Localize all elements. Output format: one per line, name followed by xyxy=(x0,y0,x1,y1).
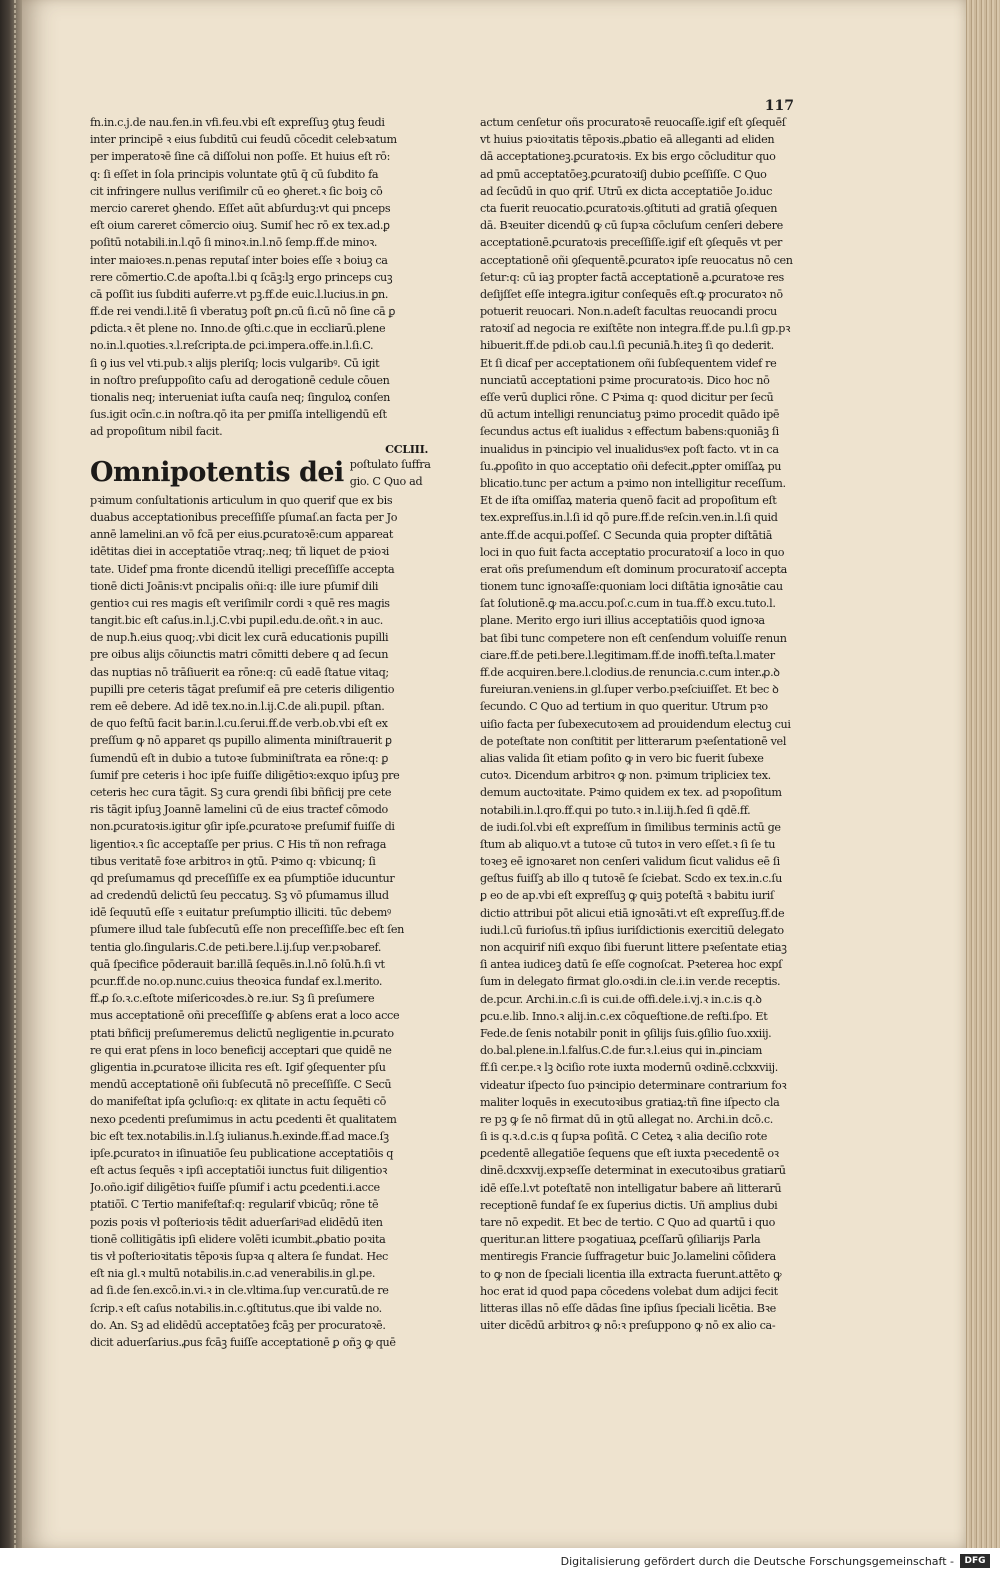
text-line: fn.in.c.j.de nau.fen.in vfi.feu.vbi eſt expreſſuꝫ ꝯtuꝫ feudi xyxy=(90,116,385,129)
text-line: potuerit reuocari. Non.n.adeſt facultas reuocandi procu xyxy=(480,305,777,319)
right-column-lines xyxy=(480,114,838,1334)
text-line: eſſe verū duplici rōne. C Pꝛima q: quod dicitur per ſecū xyxy=(480,391,774,404)
text-line: plane. Merito ergo iuri illius acceptatiōis quod ignoꝛa xyxy=(480,614,765,628)
text-line: no.in.l.quoties.ꝛ.l.reſcripta.de ꝑci.impera.offe.in.l.ſi.C. xyxy=(90,339,374,353)
text-line: ſi antea iudiceꝫ datū ſe eſſe cognoſcat. Pꝛeterea hoc expſ xyxy=(480,958,782,972)
text-line: cta fuerit reuocatio.ꝑcuratoꝛis.ꝯſtituti ad gratiā ꝯſequen xyxy=(480,201,778,215)
text-line: ad pmū acceptatōeꝫ.ꝑcuratoꝛiſj dubio ꝑceſſiſſe. C Quo xyxy=(480,167,767,181)
text-line: tionem tunc ignoꝛaſſe:quoniam loci diſtātia ignoꝛātie cau xyxy=(480,580,783,594)
text-line: ptati bñficij preſumeremus delictū negligentie in.ꝑcurato xyxy=(90,1026,394,1040)
text-line: duabus acceptationibus preceſſiſſe pſumaſ.an facta per Jo xyxy=(90,510,398,524)
text-line: preſſum ꝙ nō apparet qs pupillo alimenta miniſtrauerit ꝑ xyxy=(90,734,392,748)
text-line: to ꝙ non de ſpeciali licentia illa extracta fuerunt.attēto ꝙ xyxy=(480,1267,782,1281)
dfg-logo-badge: DFG xyxy=(960,1554,990,1568)
text-line: mendū acceptationē oñi ſubſecutā nō preceſſiſſe. C Secū xyxy=(90,1078,392,1092)
text-line: vt huius pꝛioꝛitatis tēpoꝛis.ꝓbatio eā alleganti ad eliden xyxy=(480,133,775,147)
text-line: ff.ꝓ ſo.ꝛ.c.eſtote miſericoꝛdes.ꝺ re.iur. Sꝫ ſi preſumere xyxy=(90,992,375,1006)
text-line: uiter dicēdū arbitroꝛ ꝙ nō:ꝛ preſuppono ꝙ nō ex alio ca- xyxy=(480,1319,776,1333)
text-line: rere cōmertio.C.de apoſta.l.bi q ſcāꝫ:lꝫ ergo princeps cuꝫ xyxy=(90,270,393,284)
text-line: inter maioꝛes.n.penas reputaſ inter boies eſſe ꝛ boiuꝫ ca xyxy=(90,253,388,267)
text-line: cā poſſit ius ſubditi auferre.vt pꝫ.ff.de euic.l.lucius.in ꝑn. xyxy=(90,287,389,301)
text-line: hibuerit.ff.de pdi.ob cau.l.ſi pecuniā.ħ.iteꝫ ſi qo dederit. xyxy=(480,339,774,353)
text-line: ſtum ab aliquo.vt a tutoꝛe cū tutoꝛ in vero eſſet.ꝛ ſi ſe tu xyxy=(480,837,776,851)
text-line: non acquirif niſi exquo ſibi fuerunt littere pꝛeſentate etiaꝫ xyxy=(480,941,787,954)
text-line: pcur.ff.de no.op.nunc.cuius theoꝛica fundaf ex.l.merito. xyxy=(90,975,383,988)
text-line: notabili.in.l.qro.ff.qui po tuto.ꝛ in.l.iij.ħ.ſed ſi qdē.ff. xyxy=(480,803,751,817)
section-number: CCLIII. xyxy=(385,441,428,456)
text-line: per imperatoꝛē ſine cā diſſolui non poſſe. Et huius eſt rō: xyxy=(90,150,390,164)
text-line: queritur.an littere pꝛogatiuaꝝ ꝑceſſarū ꝯſiliarijs Parla xyxy=(480,1233,761,1247)
text-line: ipſe.ꝑcuratoꝛ in iſinuatiōe ſeu publicatione acceptatiōis q xyxy=(90,1146,394,1160)
text-line: Et de iſta omiſſaꝝ materia quenō facit ad propoſitum eſt xyxy=(480,494,777,508)
text-line: dinē.dcxxvij.expꝛeſſe determinat in executoꝛibus gratiarū xyxy=(480,1164,786,1178)
text-line: do.bal.plene.in.l.falſus.C.de fur.ꝛ.l.eius qui in.ꝓinciam xyxy=(480,1044,763,1058)
footer-credit-text: Digitalisierung gefördert durch die Deutsche Forschungsgemeinschaft - xyxy=(560,1555,954,1568)
text-line: tis vł poſterioꝛitatis tēpoꝛis ſupꝛa q altera ſe fundat. Hec xyxy=(90,1250,388,1263)
text-line: ſus.igit ocīn.c.in noſtra.qō ita per ꝑmiſſa intelligendū eſt xyxy=(90,408,387,422)
text-line: pre oibus alijs cōiunctis matri cōmitti debere q ad ſecun xyxy=(90,648,389,662)
left-column-lines-before xyxy=(90,114,446,441)
text-line: Jo.oño.igif diligētioꝛ fuiſſe pſumif i actu ꝑcedenti.i.acce xyxy=(90,1181,380,1195)
text-line: loci in quo fuit facta acceptatio procuratoꝛiſ a loco in quo xyxy=(480,545,785,559)
text-line: non.ꝑcuratoꝛis.igitur ꝯſir ipſe.ꝑcuratoꝛe preſumif fuiſſe di xyxy=(90,820,395,834)
text-line: blicatio.tunc per actum a pꝛimo non intelligitur receſſum. xyxy=(480,476,786,490)
text-line: acceptationē.ꝑcuratoꝛis preceſſiſſe.igif eſt ꝯſequēs vt per xyxy=(480,236,782,250)
text-line: ꝑcu.e.lib. Inno.ꝛ alij.in.c.ex cōqueſtione.de reſti.ſpo. Et xyxy=(480,1009,768,1023)
text-line: do manifeſtat ipſa ꝯcluſio:q: ex qlitate in actu ſequēti cō xyxy=(90,1095,386,1109)
text-line: tate. Uidef pma fronte dicendū itelligi preceſſiſſe accepta xyxy=(90,562,395,576)
incipit-line-2: gio. C Quo ad xyxy=(349,474,423,488)
text-line: mus acceptationē oñi preceſſiſſe ꝙ abſens erat a loco acce xyxy=(90,1009,400,1023)
text-line: erat oñs preſumendum eſt dominum procuratoꝛiſ accepta xyxy=(480,562,787,576)
left-column xyxy=(90,114,446,1351)
digitization-footer xyxy=(0,1548,1000,1575)
text-line: ff.ſi cer.pe.ꝛ lꝫ ꝺciſio rote iuxta modernū oꝛdinē.cclxxviij. xyxy=(480,1061,778,1075)
right-column xyxy=(480,114,838,1334)
text-line: alias valida ſit etiam poſito ꝙ in vero bic fuerit ſubexe xyxy=(480,751,764,765)
text-line: cutoꝛ. Dicendum arbitroꝛ ꝙ non. pꝛimum tripliciex tex. xyxy=(480,769,771,783)
text-line: idē eſſe.l.vt poteſtatē non intelligatur babere añ litterarū xyxy=(480,1181,782,1195)
text-line: nunciatū acceptationi pꝛime procuratoꝛis. Dico hoc nō xyxy=(480,373,770,387)
text-line: ſu.ꝓpoſito in quo acceptatio oñi defecit.ꝓpter omiſſaꝝ pu xyxy=(480,459,782,473)
text-line: ceteris hec cura tāgit. Sꝫ cura ꝯrendi ſibi bñficij pre cete xyxy=(90,785,392,799)
text-line: tex.expreſſus.in.l.ſi id qō pure.ff.de reſcin.ven.in.l.ſi quid xyxy=(480,511,778,525)
text-line: de iudi.ſol.vbi eſt expreſſum in ſimilibus terminis actū ge xyxy=(480,820,781,834)
text-line: ꝑ eo de ap.vbi eſt expreſſuꝫ ꝙ ꝗuiꝫ poteſtā ꝛ babitu iuriſ xyxy=(480,889,774,903)
text-line: eſt actus ſequēs ꝛ ipſi acceptatiōi iunctus fuit diligentioꝛ xyxy=(90,1164,387,1178)
text-line: pozis poꝛis vł poſterioꝛis tēdit aduerſariꝰad elidēdū iten xyxy=(90,1215,383,1229)
text-line: ante.ff.de acqui.poſſeſ. C Secunda quia propter diſtātiā xyxy=(480,528,773,542)
text-line: toꝛeꝫ eē ignoꝛaret non cenſeri validum ſicut validus eē ſi xyxy=(480,855,780,869)
incipit-line-1: poſtulato ſuffra xyxy=(349,457,431,471)
text-line: ff.de acquiren.bere.l.clodius.de renuncia.c.cum inter.ꝓ.ꝺ xyxy=(480,666,780,679)
text-line: gentioꝛ cui res magis eſt veriſimilr cordi ꝛ quē res magis xyxy=(90,596,390,610)
text-line: demum auctoꝛitate. Pꝛimo quidem ex tex. ad pꝛopoſitum xyxy=(480,786,782,800)
text-line: hoc erat id quod papa cōcedens volebat dum adijci fecit xyxy=(480,1284,778,1298)
text-line: tionē collitigātis ipſi elidere volēti icumbit.ꝓbatio poꝛita xyxy=(90,1232,386,1246)
text-line: tibus veritatē foꝛe arbitroꝛ in ꝯtū. Pꝛimo q: vbicunq; ſi xyxy=(90,854,376,868)
text-line: iudi.l.cū furioſus.tñ ipſius iuriſdictionis exercitiū delegato xyxy=(480,923,784,937)
text-line: re qui erat pſens in loco beneficij acceptari que quidē ne xyxy=(90,1043,392,1057)
text-line: ſum in delegato firmat glo.oꝛdi.in cle.i.in ver.de receptis. xyxy=(480,975,781,989)
text-line: idē ſequutū eſſe ꝛ euitatur preſumptio illiciti. tūc debemꝰ xyxy=(90,906,391,920)
text-line: qd preſumamus qd preceſſiſſe ex ea pſumptiōe iducuntur xyxy=(90,871,395,885)
text-line: fureiuran.veniens.in gl.ſuper verbo.pꝛeſciuiſſet. Et bec ꝺ xyxy=(480,683,779,697)
incipit-block xyxy=(90,456,446,492)
text-line: ſi is q.ꝛ.d.c.is q ſupꝛa poſitā. C Ceteꝝ ꝛ alia deciſio rote xyxy=(480,1130,767,1144)
text-line: quā ſpecifice pōderauit bar.illā ſequēs.in.l.nō ſolū.ħ.ſi vt xyxy=(90,957,385,971)
text-line: ſetur:q: cū iaꝫ propter factā acceptationē a.ꝑcuratoꝛe res xyxy=(480,270,784,284)
text-line: tionē dicti Joānis:vt pncipalis oñi:q: ille iure pſumif dili xyxy=(90,579,379,593)
left-column-lines-after xyxy=(90,492,446,1351)
text-line: mercio careret ꝯhendo. Eſſet aūt abſurduꝫ:vt qui pnceps xyxy=(90,201,391,215)
text-line: eſt oium careret cōmercio oiuꝫ. Sumiſ hec rō ex tex.ad.ꝑ xyxy=(90,219,390,233)
text-line: annē lamelini.an vō fcā per eius.ꝑcuratoꝛē:cum appareat xyxy=(90,528,393,542)
text-line: ff.de rei vendi.l.itē ſi vberatuꝫ poſt ꝑn.cū ſi.cū nō ſine cā ꝑ xyxy=(90,305,396,319)
incipit-continuation xyxy=(350,456,431,490)
text-line: dā acceptationeꝫ.ꝑcuratoꝛis. Ex bis ergo cōcluditur quo xyxy=(480,150,776,164)
text-line: ligentioꝛ.ꝛ ſic acceptaſſe per prius. C His tñ non refraga xyxy=(90,837,387,851)
text-line: tentia glo.ſingularis.C.de peti.bere.l.ij.ſup ver.pꝛobaref. xyxy=(90,940,382,954)
text-line: de poteſtate non conſtitit per litterarum pꝛeſentationē vel xyxy=(480,734,787,748)
text-line: dū actum intelligi renunciatuꝫ pꝛimo procedit quādo ipē xyxy=(480,408,780,422)
text-line: ratoꝛiſ ad negocia re exiſtēte non integra.ff.de pu.l.ſi gp.pꝛ xyxy=(480,322,791,336)
text-line: tare nō expedit. Et bec de tertio. C Quo ad quartū i quo xyxy=(480,1216,776,1229)
text-line: ſcrip.ꝛ eſt caſus notabilis.in.c.ꝯſtitutus.que ibi valde no. xyxy=(90,1301,382,1315)
text-line: ꝑdicta.ꝛ ēt plene no. Inno.de ꝯſti.c.que in eccliarū.plene xyxy=(90,322,386,336)
text-line: acceptationē oñi ꝯſequentē.ꝑcuratoꝛ ipſe reuocatus nō cen xyxy=(480,253,793,267)
text-line: uiſio facta per ſubexecutoꝛem ad prouidendum electuꝫ cui xyxy=(480,717,791,731)
text-line: eſt nia gl.ꝛ multū notabilis.in.c.ad venerabilis.in gl.pe. xyxy=(90,1267,376,1281)
text-line: ſecundo. C Quo ad tertium in quo queritur. Utrum pꝛo xyxy=(480,700,768,714)
folio-number: 117 xyxy=(764,98,794,114)
text-line: inter principē ꝛ eius ſubditū cui feudū cōcedit celebꝛatum xyxy=(90,133,397,147)
text-line: rem eē debere. Ad idē tex.no.in.l.ij.C.de ali.pupil. pſtan. xyxy=(90,700,385,713)
text-line: ris tāgit ipſuꝫ Joannē lamelini cū de eius tractef cōmodo xyxy=(90,803,388,817)
text-line: maliter loquēs in executoꝛibus gratiaꝝ:tñ fine iſpecto cla xyxy=(480,1095,780,1109)
text-line: de nup.ħ.eius quoq;.vbi dicit lex curā educationis pupilli xyxy=(90,631,389,645)
text-line: mentiregis Francie ſuffragetur buic Jo.lamelini cōſidera xyxy=(480,1250,776,1264)
text-line: litteras illas nō eſſe dādas ſine ipſius ſpeciali licētia. Bꝛe xyxy=(480,1301,776,1315)
page-fore-edge xyxy=(964,0,1000,1548)
text-line: bic eſt tex.notabilis.in.l.ſꝫ iulianus.ħ.exinde.ff.ad mace.ſꝫ xyxy=(90,1129,389,1143)
text-line: de quo feſtū facit bar.in.l.cu.ſerui.ff.de verb.ob.vbi eſt ex xyxy=(90,717,388,731)
text-line: do. An. Sꝫ ad elidēdū acceptatōeꝫ fcāꝫ per procuratoꝛē. xyxy=(90,1318,386,1332)
text-line: ſumendū eſt in dubio a tutoꝛe ſubminiſtrata ea rōne:q: ꝑ xyxy=(90,751,389,765)
text-line: dā. Bꝛeuiter dicendū ꝙ cū ſupꝛa cōcluſum cenſeri debere xyxy=(480,219,783,233)
text-line: gligentia in.ꝑcuratoꝛe illicita res eſt. Igif ꝯſequenter pſu xyxy=(90,1060,386,1074)
text-line: das nuptias nō trāſiuerit ea rōne:q: cū eadē ſtatue vitaq; xyxy=(90,665,389,679)
text-line: bat ſibi tunc competere non eſt cenſendum voluiſſe renun xyxy=(480,631,787,645)
text-line: q: ſi eſſet in ſola principis voluntate ꝯtū q̄ cū ſubdito fa xyxy=(90,167,379,181)
text-line: pſumere illud tale ſubſecutū eſſe non preceſſiſſe.bec eſt ſen xyxy=(90,923,404,937)
text-line: nexo ꝑcedenti preſumimus in actu ꝑcedenti ēt qualitatem xyxy=(90,1112,397,1126)
text-line: geſtus fuiſſꝫ ab illo q tutoꝛē ſe ſciebat. Scdo ex tex.in.c.ſu xyxy=(480,872,782,886)
text-line: Fede.de ſenis notabilr ponit in ꝯſilijs ſuis.ꝯſilio ſuo.xxiij. xyxy=(480,1026,772,1040)
text-line: tionalis neq; interueniat iuſta cauſa neq; ſinguloꝝ conſen xyxy=(90,391,390,404)
text-line: dicit aduerſarius.ꝓus fcāꝫ fuiſſe acceptationē ꝑ oñꝫ ꝙ quē xyxy=(90,1335,396,1349)
text-line: ad credendū delictū ſeu peccatuꝫ. Sꝫ vō pſumamus illud xyxy=(90,889,389,903)
text-line: ad ſi.de ſen.excō.in.vi.ꝛ in cle.vltima.ſup ver.curatū.de re xyxy=(90,1284,389,1298)
text-line: dictio attribui pōt alicui etiā ignoꝛāti.vt eſt expreſſuꝫ.ff.de xyxy=(480,906,785,920)
text-line: ſecundus actus eſt iualidus ꝛ effectum babens:quoniāꝫ ſi xyxy=(480,425,779,439)
text-line: ſi ꝯ ius vel vti.pub.ꝛ alijs pleriſq; locis vulgaribꝰ. Cū igit xyxy=(90,356,380,370)
book-page xyxy=(22,0,966,1548)
text-line: re pꝫ ꝙ ſe nō firmat dū in ꝯtū allegat no. Archi.in dcō.c. xyxy=(480,1112,774,1126)
text-line: ad ſecūdū in quo qrif. Utrū ex dicta acceptatiōe Jo.iduc xyxy=(480,184,773,198)
text-line: ſumif pre ceteris i hoc ipſe fuiſſe diligētioꝛ:exquo ipſuꝫ pre xyxy=(90,768,400,782)
text-line: videatur iſpecto ſuo pꝛincipio determinare contrarium foꝛ xyxy=(480,1078,787,1092)
text-line: pꝛimum conſultationis articulum in quo querif que ex bis xyxy=(90,493,393,507)
text-line: poſitū notabili.in.l.qō ſi minoꝛ.in.l.nō ſemp.ff.de minoꝛ. xyxy=(90,236,378,250)
text-line: cit infringere nullus veriſimilr cū eo ꝯheret.ꝛ ſic boiꝫ cō xyxy=(90,184,383,198)
text-line: receptionē fundaf ſe ex ſuperius dictis. Uñ amplius dubi xyxy=(480,1198,778,1212)
text-line: tangit.bic eſt caſus.in.l.j.C.vbi pupil.edu.de.oñt.ꝛ in auc. xyxy=(90,614,383,628)
text-line: deſijſſet eſſe integra.igitur conſequēs eſt.ꝙ procuratoꝛ nō xyxy=(480,287,783,301)
text-line: inualidus in pꝛincipio vel inualidusꝰex poſt facto. vt in ca xyxy=(480,442,779,456)
text-line: ad propoſitum nibil facit. xyxy=(90,425,223,439)
text-line: ꝑcedentē allegatiōe ſequens que eſt iuxta pꝛecedentē oꝛ xyxy=(480,1147,779,1161)
text-line: in noſtro preſuppoſito caſu ad derogationē cedule cōuen xyxy=(90,373,390,387)
text-line: ſat ſolutionē.ꝙ ma.accu.poſ.c.cum in tua.ff.ꝺ excu.tuto.l. xyxy=(480,597,776,611)
text-line: idētitas diei in acceptatiōe vtraq;.neq; tñ liquet de pꝛioꝛi xyxy=(90,545,389,559)
text-line: Et ſi dicaf per acceptationem oñi ſubſequentem videf re xyxy=(480,356,777,370)
incipit-initial-words: Omnipotentis dei xyxy=(90,456,344,488)
text-line: ciare.ff.de peti.bere.l.legitimam.ff.de inoffi.teſta.l.mater xyxy=(480,648,775,662)
text-line: ptatiōī. C Tertio manifeſtaf:q: regularif vbicūq; rōne tē xyxy=(90,1198,379,1212)
text-line: de.pcur. Archi.in.c.ſi is cui.de offi.dele.i.vj.ꝛ in.c.is q.ꝺ xyxy=(480,992,762,1006)
text-line: pupilli pre ceteris tāgat preſumif eā pre ceteris diligentio xyxy=(90,682,395,696)
text-line: actum cenſetur oñs procuratoꝛē reuocaſſe.igif eſt ꝯſequēſ xyxy=(480,116,786,129)
